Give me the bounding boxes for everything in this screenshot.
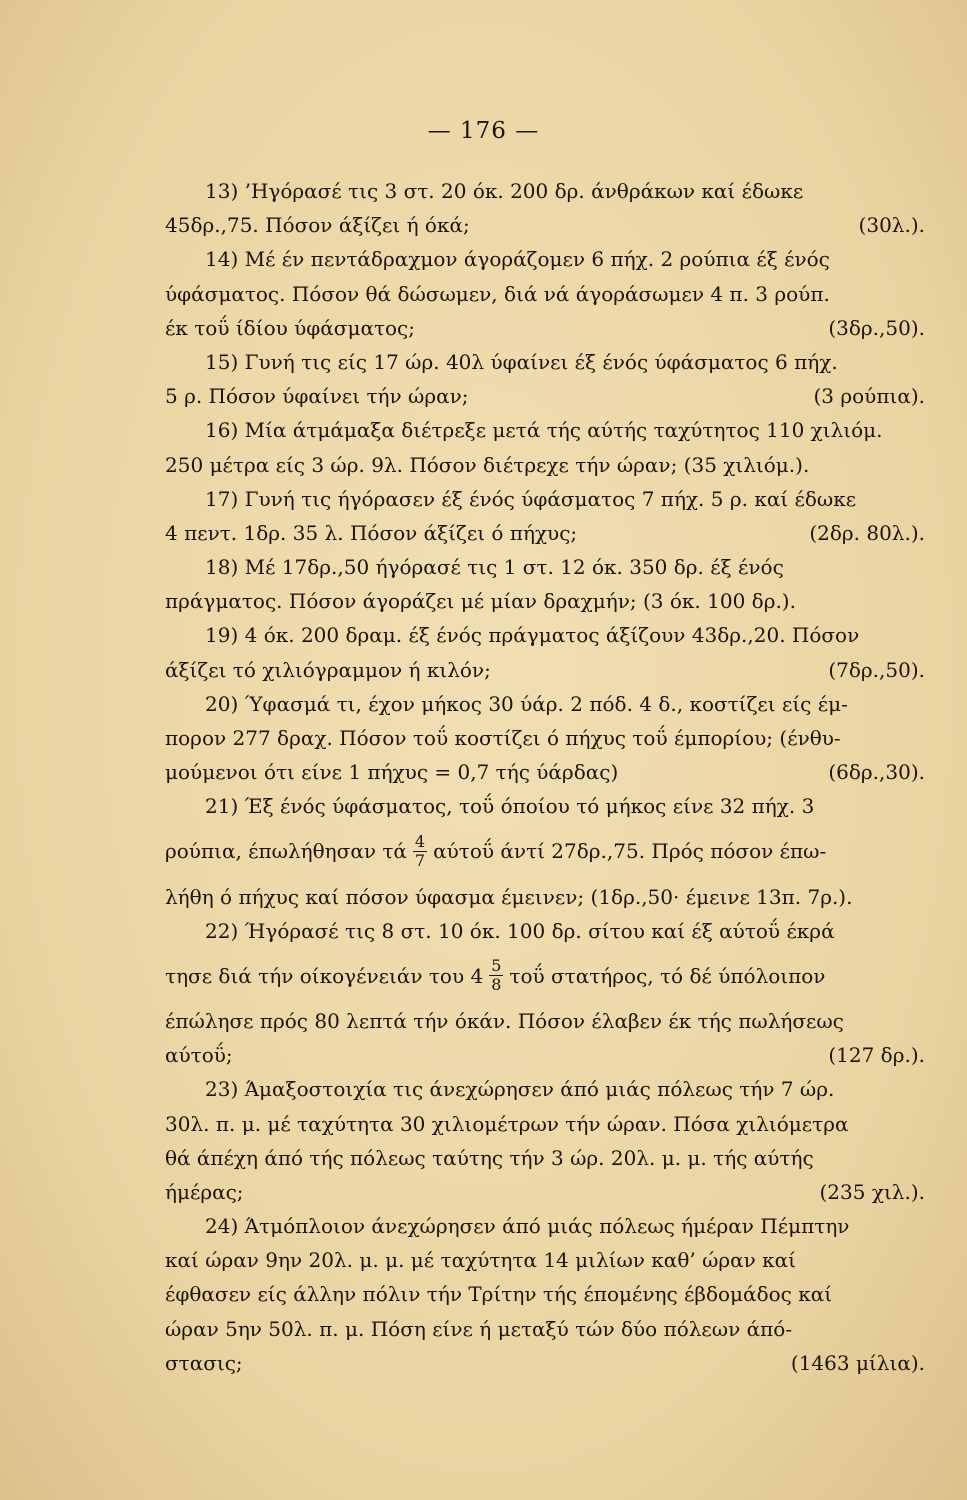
- page-number: — 176 —: [427, 118, 540, 144]
- problem-21-line-1: 21) Έξ ένός ύφάσματος, τοΰ όποίου τό μήκος είνε 32 πήχ. 3: [205, 794, 815, 819]
- problem-22-text-b: τοΰ στατήρος, τό δέ ύπόλοιπον: [509, 963, 826, 988]
- problem-24-line-4: ώραν 5ην 50λ. π. μ. Πόση είνε ή μεταξύ τών δύο πόλεων άπό-: [165, 1316, 793, 1341]
- problem-14-line-1: 14) Μέ έν πεντάδραχμον άγοράζομεν 6 πήχ. 2 ρούπια έξ ένός: [205, 247, 830, 272]
- problem-22-line-4: [165, 1038, 925, 1072]
- problem-13-answer: (30λ.).: [858, 213, 925, 238]
- problem-20-line-2: πορον 277 δραχ. Πόσον τοΰ κοστίζει ό πήχυς τοΰ έμπορίου; (ένθυ-: [165, 726, 841, 750]
- problem-21-text-a: ρούπια, έπωλήθησαν τά: [165, 839, 407, 864]
- problem-16-line-1: 16) Μία άτμάμαξα διέτρεξε μετά τής αύτής ταχύτητος 110 χιλιόμ.: [205, 418, 883, 443]
- problem-20-answer: (6δρ.,30).: [828, 760, 925, 785]
- problem-13-text: 45δρ.,75. Πόσον άξίζει ή όκά;: [165, 213, 470, 238]
- problem-22-text-a: τησε διά τήν οίκογένειάν του 4: [165, 963, 484, 988]
- problem-17-line-2: [165, 516, 925, 550]
- problem-14-answer: (3δρ.,50).: [828, 315, 925, 340]
- problem-24-answer: (1463 μίλια).: [790, 1350, 925, 1375]
- problem-20-line-3: [165, 755, 925, 789]
- problem-18-line-2: πράγματος. Πόσον άγοράζει μέ μίαν δραχμήν; (3 όκ. 100 δρ.).: [165, 589, 796, 614]
- problem-14-text: έκ τοΰ ίδίου ύφάσματος;: [165, 315, 415, 340]
- problem-24-line-1: 24) Άτμόπλοιον άνεχώρησεν άπό μιάς πόλεως ήμέραν Πέμπτην: [205, 1214, 850, 1239]
- problem-19-line-2: [165, 653, 925, 687]
- fraction-denominator: 8: [491, 975, 502, 995]
- problem-23-answer: (235 χιλ.).: [819, 1179, 925, 1204]
- problem-15-text: 5 ρ. Πόσον ύφαίνει τήν ώραν;: [165, 384, 469, 409]
- problem-22-text: αύτοΰ;: [165, 1043, 233, 1068]
- problem-15-answer: (3 ρούπια).: [813, 384, 925, 409]
- problem-17-text: 4 πεντ. 1δρ. 35 λ. Πόσον άξίζει ό πήχυς;: [165, 520, 578, 545]
- fraction-5-8: [489, 957, 503, 994]
- problem-21-line-2: [165, 824, 925, 880]
- problem-22-line-3: έπώλησε πρός 80 λεπτά τήν όκάν. Πόσον έλαβεν έκ τής πωλήσεως: [165, 1008, 844, 1033]
- problems-text: [165, 174, 925, 1380]
- problem-15-line-1: 15) Γυνή τις είς 17 ώρ. 40λ ύφαίνει έξ ένός ύφάσματος 6 πήχ.: [205, 349, 838, 374]
- problem-21-line-3: λήθη ό πήχυς καί πόσον ύφασμα έμεινεν; (1δρ.,50· έμεινε 13π. 7ρ.).: [165, 884, 853, 909]
- problem-13-line-1: 13) ’Ηγόρασέ τις 3 στ. 20 όκ. 200 δρ. άνθράκων καί έδωκε: [205, 179, 804, 203]
- problem-23-line-1: 23) Άμαξοστοιχία τις άνεχώρησεν άπό μιάς πόλεως τήν 7 ώρ.: [205, 1077, 835, 1102]
- problem-20-line-1: 20) Ύφασμά τι, έχον μήκος 30 ύάρ. 2 πόδ. 4 δ., κοστίζει είς έμ-: [205, 691, 848, 716]
- problem-23-line-4: [165, 1175, 925, 1209]
- problem-24-line-5: [165, 1346, 925, 1380]
- problem-17-answer: (2δρ. 80λ.).: [809, 520, 925, 545]
- problem-19-text: άξίζει τό χιλιόγραμμον ή κιλόν;: [165, 657, 491, 682]
- problem-16-line-2: 250 μέτρα είς 3 ώρ. 9λ. Πόσον διέτρεχε τήν ώραν; (35 χιλιόμ.).: [165, 452, 810, 477]
- problem-21-text-b: αύτοΰ άντί 27δρ.,75. Πρός πόσον έπω-: [433, 839, 827, 864]
- problem-14-line-2: ύφάσματος. Πόσον θά δώσωμεν, διά νά άγοράσωμεν 4 π. 3 ρούπ.: [165, 281, 830, 306]
- problem-17-line-1: 17) Γυνή τις ήγόρασεν έξ ένός ύφάσματος 7 πήχ. 5 ρ. καί έδωκε: [205, 486, 857, 511]
- problem-22-line-2: [165, 948, 925, 1004]
- problem-22-line-1: 22) Ήγόρασέ τις 8 στ. 10 όκ. 100 δρ. σίτου καί έξ αύτοΰ έκρά: [205, 918, 835, 943]
- fraction-4-7: [413, 833, 427, 870]
- fraction-denominator: 7: [414, 851, 426, 871]
- problem-23-text: ήμέρας;: [165, 1179, 244, 1204]
- problem-23-line-2: 30λ. π. μ. μέ ταχύτητα 30 χιλιομέτρων τήν ώραν. Πόσα χιλιόμετρα: [165, 1111, 849, 1136]
- problem-24-line-2: καί ώραν 9ην 20λ. μ. μ. μέ ταχύτητα 14 μιλίων καθ’ ώραν καί: [165, 1248, 797, 1273]
- problem-23-line-3: θά άπέχη άπό τής πόλεως ταύτης τήν 3 ώρ. 20λ. μ. μ. τής αύτής: [165, 1145, 814, 1170]
- problem-14-line-3: [165, 311, 925, 345]
- problem-24-line-3: έφθασεν είς άλλην πόλιν τήν Τρίτην τής έπομένης έβδομάδος καί: [165, 1282, 833, 1307]
- problem-19-answer: (7δρ.,50).: [828, 657, 925, 682]
- problem-24-text: στασις;: [165, 1350, 243, 1375]
- problem-13-line-2: [165, 208, 925, 242]
- problem-15-line-2: [165, 379, 925, 413]
- fraction-numerator: 5: [491, 956, 502, 976]
- problem-18-line-1: 18) Μέ 17δρ.,50 ήγόρασέ τις 1 στ. 12 όκ. 350 δρ. έξ ένός: [205, 555, 784, 580]
- problem-22-answer: (127 δρ.).: [828, 1043, 925, 1068]
- fraction-numerator: 4: [414, 832, 426, 852]
- problem-20-text: μούμενοι ότι είνε 1 πήχυς = 0,7 τής ύάρδας): [165, 760, 619, 785]
- problem-19-line-1: 19) 4 όκ. 200 δραμ. έξ ένός πράγματος άξίζουν 43δρ.,20. Πόσον: [205, 623, 860, 648]
